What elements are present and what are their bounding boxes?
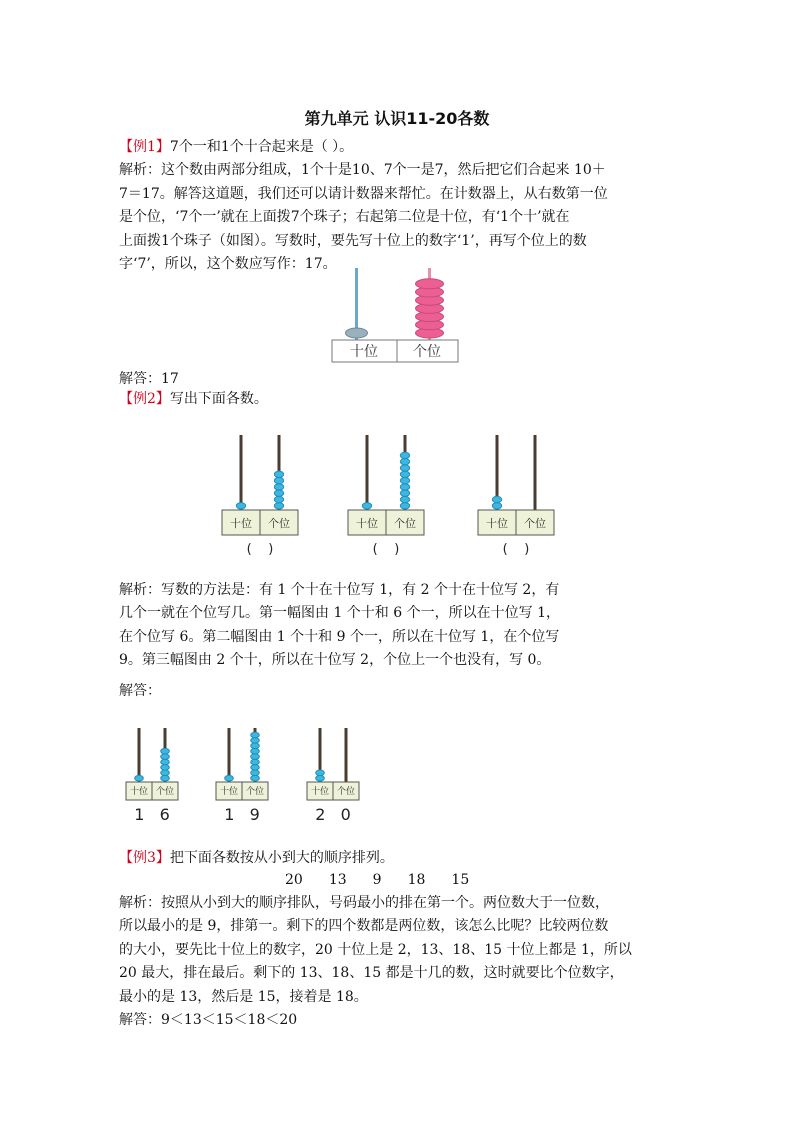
ones-label: 个位	[413, 344, 441, 360]
analysis-line: 20 最大，排在最后。剩下的 13、18、15 都是十几的数，这时就要比个位数字，	[119, 965, 624, 982]
tens-bead	[316, 775, 325, 781]
ones-bead	[400, 471, 409, 477]
example-1-answer: 解答：17	[119, 371, 179, 387]
tens-bead	[346, 328, 368, 338]
analysis-line: 最小的是 13，然后是 15，接着是 18。	[119, 988, 368, 1005]
tens-bead	[225, 775, 234, 781]
number-item: 20	[285, 872, 303, 888]
tens-bead	[492, 496, 501, 502]
analysis-line: 解析：写数的方法是：有 1 个十在十位写 1，有 2 个十在十位写 2，有	[119, 582, 560, 598]
ones-bead	[251, 732, 260, 738]
analysis-line: 的大小，要先比十位上的数字，20 十位上是 2，13、18、15 十位上都是 1，所以	[119, 941, 632, 958]
tens-bead	[492, 503, 501, 509]
ones-bead	[251, 738, 260, 744]
number-item: 18	[407, 872, 426, 888]
example-1	[119, 136, 679, 276]
ones-bead	[251, 748, 260, 754]
example-2	[119, 388, 679, 411]
ones-bead	[251, 759, 260, 765]
ones-bead	[400, 496, 409, 502]
ones-rod	[534, 435, 537, 510]
abacus-17	[325, 260, 465, 368]
ones-label: 个位	[336, 787, 356, 798]
tens-rod	[228, 728, 231, 782]
tens-label: 十位	[310, 787, 330, 798]
ones-bead	[274, 477, 283, 483]
analysis-line: 解析：按照从小到大的顺序排队，号码最小的排在第一个。两位数大于一位数，	[119, 895, 609, 911]
tens-label: 十位	[230, 517, 252, 530]
example-3-question: 把下面各数按从小到大的顺序排列。	[169, 850, 394, 866]
ones-bead	[400, 459, 409, 465]
analysis-line: 上面拨1个珠子（如图）。写数时，要先写十位上的数字‘1’，再写个位上的数	[119, 232, 587, 249]
answer-digits: 2 0	[315, 805, 351, 824]
ones-bead	[274, 503, 283, 509]
analysis-line: 几个一就在个位写几。第一幅图由 1 个十和 6 个一，所以在十位写 1，	[119, 605, 560, 622]
analysis-line: 所以最小的是 9，排第一。剩下的四个数都是两位数，该怎么比呢？比较两位数	[119, 918, 609, 935]
tens-label: 十位	[356, 517, 378, 530]
example-2-tag: 【例2】	[119, 391, 170, 407]
tens-label: 十位	[219, 787, 239, 798]
ones-bead	[161, 759, 170, 765]
ones-bead	[251, 743, 260, 749]
analysis-line: 7＝17。解答这道题，我们还可以请计数器来帮忙。在计数器上，从右数第一位	[119, 185, 608, 202]
ones-bead	[400, 484, 409, 490]
ones-bead	[251, 775, 260, 781]
answer-digits: 1 9	[224, 805, 260, 824]
analysis-line: 字‘7’，所以，这个数应写作：17。	[119, 255, 337, 272]
answer-blank: ( )	[246, 542, 274, 557]
ones-bead	[161, 748, 170, 754]
page-title: 第九单元 认识11-20各数	[304, 109, 490, 128]
ones-label: 个位	[155, 787, 175, 798]
example-2-question: 写出下面各数。	[169, 391, 268, 407]
ones-bead	[274, 471, 283, 477]
example-3-answer: 解答：9＜13＜15＜18＜20	[119, 1011, 298, 1028]
example-3	[119, 847, 679, 870]
answer-blank: ( )	[372, 542, 400, 557]
ones-rod	[345, 728, 348, 782]
ones-label: 个位	[268, 517, 290, 530]
ones-bead	[161, 775, 170, 781]
analysis-line: 在个位写 6。第二幅图由 1 个十和 9 个一，所以在十位写 1，在个位写	[119, 628, 560, 645]
example-1-tag: 【例1】	[119, 139, 170, 155]
answer-digits: 1 6	[134, 805, 170, 824]
example-2-answer-label: 解答：	[119, 683, 161, 699]
tens-rod	[240, 435, 243, 510]
ones-bead	[161, 770, 170, 776]
number-list	[285, 872, 495, 888]
abacus-answers	[118, 720, 378, 830]
example-1-question: 7个一和1个十合起来是（ ）。	[169, 139, 354, 155]
analysis-line: 解析：这个数由两部分组成，1个十是10、7个一是7，然后把它们合起来 10＋	[119, 162, 606, 179]
answer-blank: ( )	[502, 542, 530, 557]
ones-bead	[251, 765, 260, 771]
ones-bead	[161, 765, 170, 771]
example-2-analysis	[119, 579, 679, 673]
ones-bead	[400, 490, 409, 496]
ones-bead	[251, 770, 260, 776]
example-3-analysis	[119, 892, 679, 1032]
tens-label: 十位	[129, 787, 149, 798]
example-3-tag: 【例3】	[119, 850, 170, 866]
ones-bead	[161, 754, 170, 760]
ones-bead	[400, 452, 409, 458]
ones-bead	[400, 465, 409, 471]
tens-bead	[236, 503, 245, 509]
tens-rod	[366, 435, 369, 510]
tens-label: 十位	[486, 517, 508, 530]
ones-label: 个位	[524, 517, 546, 530]
tens-bead	[362, 503, 371, 509]
ones-bead	[416, 279, 444, 289]
number-item: 15	[451, 872, 470, 888]
tens-bead	[135, 775, 144, 781]
ones-label: 个位	[245, 787, 265, 798]
analysis-line: 是个位，‘7个一’就在上面拨7个珠子；右起第二位是十位，有‘1个十’就在	[119, 209, 570, 226]
ones-bead	[274, 484, 283, 490]
tens-bead	[316, 770, 325, 776]
ones-label: 个位	[394, 517, 416, 530]
ones-bead	[274, 496, 283, 502]
number-item: 9	[372, 872, 382, 888]
ones-bead	[400, 477, 409, 483]
abacus-questions	[210, 425, 570, 565]
ones-bead	[251, 754, 260, 760]
tens-label: 十位	[350, 344, 378, 360]
tens-rod	[138, 728, 141, 782]
number-item: 13	[328, 872, 347, 888]
analysis-line: 9。第三幅图由 2 个十，所以在十位写 2，个位上一个也没有，写 0。	[119, 652, 551, 669]
ones-bead	[400, 503, 409, 509]
ones-bead	[274, 490, 283, 496]
